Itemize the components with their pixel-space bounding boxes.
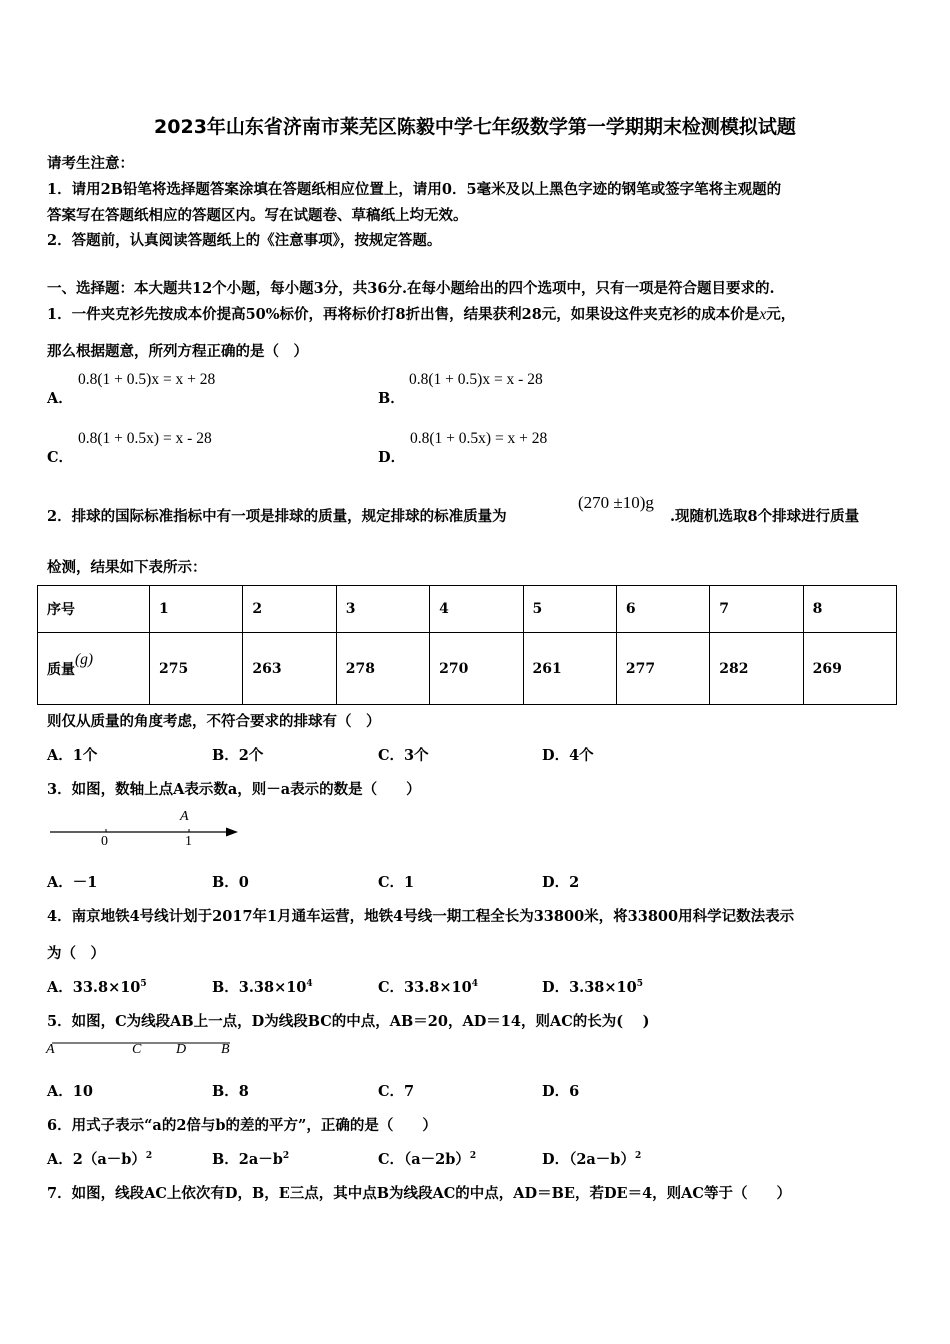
q4-option-b: B．$3.38\times 10^4$ (212, 979, 313, 996)
q6-option-d: D．$(2a-b)^2$ (542, 1151, 642, 1168)
point-a-label: A (46, 1042, 55, 1057)
page-title: 2023年山东省济南市莱芜区陈毅中学七年级数学第一学期期末检测模拟试题 (154, 116, 796, 138)
q7-text: 7．如图，线段AC上依次有D，B，E三点，其中点B为线段AC的中点，AD＝BE，若DE＝4，则AC等于（ ） (47, 1185, 791, 1202)
q5-text: 5．如图，C为线段AB上一点，D为线段BC的中点，AB＝20，AD＝14，则AC的长为( ) (47, 1013, 650, 1030)
tick-zero-label: 0 (101, 834, 108, 849)
q2-option-a: A．1个 (47, 747, 98, 764)
q3-option-a: A．－1 (47, 874, 98, 891)
q2-option-c: C．3个 (378, 747, 429, 764)
q4-option-a: A．$33.8\times 10^5$ (47, 979, 147, 996)
q4-option-c: C．$33.8\times 10^4$ (378, 979, 478, 996)
q2-line-2: 检测，结果如下表所示： (47, 559, 207, 576)
q1-option-b-expr: 0.8(1 + 0.5)x = x - 28 (409, 371, 543, 388)
table-row (38, 633, 897, 705)
q4-line-2: 为（ ） (47, 945, 105, 962)
table-cell: 269 (803, 633, 896, 705)
segment-figure (46, 1040, 236, 1068)
table-cell: 4 (430, 586, 523, 633)
q2-table (37, 585, 897, 705)
table-cell: 1 (150, 586, 243, 633)
q1-option-c-expr: 0.8(1 + 0.5x) = x - 28 (78, 430, 212, 447)
table-header-index: 序号 (38, 586, 150, 633)
q1-line-1: 1．一件夹克衫先按成本价提高50%标价，再将标价打8折出售，结果获利28元，如果设这件夹克衫的成本价是x元， (47, 306, 796, 323)
table-cell: 282 (710, 633, 803, 705)
q3-option-c: C．1 (378, 874, 415, 891)
table-cell: 3 (336, 586, 429, 633)
tick-one-label: 1 (185, 834, 192, 849)
q2-standard-mass: (270 ±10)g (578, 493, 654, 512)
q1-option-c-label: C． (47, 449, 74, 466)
q6-text: 6．用式子表示“a的2倍与b的差的平方”，正确的是（ ） (47, 1117, 437, 1134)
q4-option-d: D．$3.38\times 10^5$ (542, 979, 643, 996)
table-cell: 5 (523, 586, 616, 633)
table-cell: 278 (336, 633, 429, 705)
table-cell: 261 (523, 633, 616, 705)
table-cell: 2 (243, 586, 336, 633)
q1-option-d-expr: 0.8(1 + 0.5x) = x + 28 (410, 430, 548, 447)
table-cell: 277 (616, 633, 709, 705)
table-cell: 263 (243, 633, 336, 705)
q3-option-d: D．2 (542, 874, 580, 891)
q1-option-d-label: D． (378, 449, 406, 466)
q1-line-2: 那么根据题意，所列方程正确的是（ ） (47, 343, 308, 360)
q6-option-b: B．$2a-b^2$ (212, 1151, 290, 1168)
q5-option-c: C．7 (378, 1083, 415, 1100)
point-b-label: B (221, 1042, 230, 1057)
table-cell: 6 (616, 586, 709, 633)
notice-heading: 请考生注意： (47, 155, 134, 172)
number-line-figure (48, 809, 248, 858)
unit-label: (g) (75, 650, 94, 668)
q3-option-b: B．0 (212, 874, 249, 891)
q2-option-d: D．4个 (542, 747, 594, 764)
q2-question: 则仅从质量的角度考虑，不符合要求的排球有（ ） (47, 713, 381, 730)
q1-option-a-expr: 0.8(1 + 0.5)x = x + 28 (78, 371, 216, 388)
notice-line-1: 1．请用2B铅笔将选择题答案涂填在答题纸相应位置上，请用0．5毫米及以上黑色字迹的钢笔或签字笔将主观题的 (47, 181, 782, 198)
section-heading: 一、选择题：本大题共12个小题，每小题3分，共36分.在每小题给出的四个选项中，只有一项是符合题目要求的. (47, 280, 775, 297)
table-cell: 8 (803, 586, 896, 633)
point-c-label: C (132, 1042, 142, 1057)
q4-line-1: 4．南京地铁4号线计划于2017年1月通车运营，地铁4号线一期工程全长为33800米，将33800用科学记数法表示 (47, 908, 795, 925)
table-header-mass: 质量(g) (38, 633, 150, 705)
table-cell: 7 (710, 586, 803, 633)
table-row (38, 586, 897, 633)
q3-text: 3．如图，数轴上点A表示数a，则－a表示的数是（ ） (47, 781, 421, 798)
q2-option-b: B．2个 (212, 747, 264, 764)
q5-option-b: B．8 (212, 1083, 249, 1100)
q5-option-a: A．10 (47, 1083, 93, 1100)
q1-option-a-label: A． (47, 390, 73, 407)
q2-line-1-end: .现随机选取8个排球进行质量 (670, 508, 860, 525)
q6-option-c: C．$(a-2b)^2$ (378, 1151, 477, 1168)
notice-line-3: 2．答题前，认真阅读答题纸上的《注意事项》，按规定答题。 (47, 232, 442, 249)
point-d-label: D (176, 1042, 187, 1057)
q1-option-b-label: B． (378, 390, 405, 407)
point-a-label: A (180, 809, 189, 824)
table-cell: 275 (150, 633, 243, 705)
arrow-icon (226, 828, 238, 837)
notice-line-2: 答案写在答题纸相应的答题区内。写在试题卷、草稿纸上均无效。 (47, 207, 468, 224)
q2-line-1-start: 2．排球的国际标准指标中有一项是排球的质量，规定排球的标准质量为 (47, 508, 507, 525)
table-cell: 270 (430, 633, 523, 705)
number-line-svg (48, 812, 248, 854)
q6-option-a: A．$2(a-b)^2$ (47, 1151, 153, 1168)
q5-option-d: D．6 (542, 1083, 580, 1100)
